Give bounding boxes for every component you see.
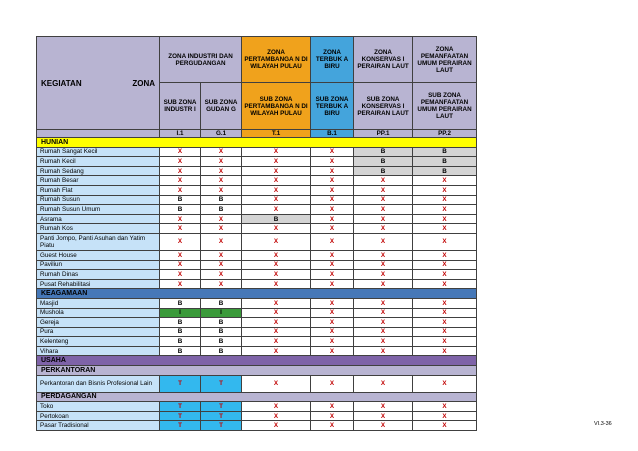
permission-cell: X <box>354 224 413 234</box>
permission-cell: B <box>201 327 242 337</box>
permission-cell: B <box>201 337 242 347</box>
permission-cell: X <box>354 270 413 280</box>
page-number: VI.3-36 <box>594 421 612 427</box>
permission-cell: B <box>160 205 201 215</box>
activity-name: Perkantoran dan Bisnis Profesional Lain <box>37 375 160 392</box>
permission-cell: X <box>413 270 477 280</box>
kegiatan-zona-header <box>37 37 160 130</box>
permission-cell: X <box>242 195 311 205</box>
subzone-header-terbuka-biru: SUB ZONA TERBUK A BIRU <box>311 83 354 130</box>
table-row <box>37 166 605 176</box>
permission-cell: B <box>242 214 311 224</box>
permission-cell: X <box>311 147 354 157</box>
activity-name: Pertokoan <box>37 411 160 421</box>
permission-cell: X <box>413 250 477 260</box>
activity-name: Mushola <box>37 308 160 318</box>
section-title: PERKANTORAN <box>37 366 477 376</box>
permission-cell: B <box>413 157 477 167</box>
permission-cell: X <box>160 176 201 186</box>
permission-cell: X <box>242 298 311 308</box>
permission-cell: X <box>354 327 413 337</box>
section-title: USAHA <box>37 356 477 366</box>
permission-cell: B <box>160 195 201 205</box>
permission-cell: X <box>242 270 311 280</box>
table-row <box>37 411 605 421</box>
permission-cell: X <box>201 233 242 250</box>
activity-name: Rumah Kecil <box>37 157 160 167</box>
activity-name: Rumah Sangat Kecil <box>37 147 160 157</box>
permission-cell: B <box>354 147 413 157</box>
activity-name: Rumah Susun Umum <box>37 205 160 215</box>
section-title: PERDAGANGAN <box>37 392 477 402</box>
permission-cell: X <box>413 411 477 421</box>
code-row-spacer <box>37 130 160 138</box>
permission-cell: I <box>201 308 242 318</box>
permission-cell: X <box>242 233 311 250</box>
permission-cell: X <box>311 375 354 392</box>
permission-cell: X <box>160 214 201 224</box>
table-row <box>37 402 605 412</box>
permission-cell: X <box>242 318 311 328</box>
permission-cell: T <box>160 421 201 431</box>
permission-cell: B <box>160 318 201 328</box>
permission-cell: X <box>201 147 242 157</box>
permission-cell: X <box>311 214 354 224</box>
subzone-header-pertambangan: SUB ZONA PERTAMBANGA N DI WILAYAH PULAU <box>242 83 311 130</box>
permission-cell: B <box>160 346 201 356</box>
permission-cell: X <box>201 176 242 186</box>
permission-cell: B <box>201 346 242 356</box>
activity-name: Paviliun <box>37 260 160 270</box>
section-row <box>37 392 605 402</box>
permission-cell: T <box>160 402 201 412</box>
table-row <box>37 214 605 224</box>
table-row <box>37 224 605 234</box>
permission-cell: X <box>311 318 354 328</box>
permission-cell: X <box>413 346 477 356</box>
table-row <box>37 346 605 356</box>
permission-cell: T <box>201 411 242 421</box>
permission-cell: X <box>201 260 242 270</box>
permission-cell: X <box>242 185 311 195</box>
table-row <box>37 270 605 280</box>
permission-cell: B <box>201 195 242 205</box>
permission-cell: X <box>242 308 311 318</box>
kegiatan-label: KEGIATAN <box>41 78 82 88</box>
permission-cell: X <box>242 411 311 421</box>
permission-cell: X <box>242 260 311 270</box>
permission-cell: X <box>160 157 201 167</box>
section-row <box>37 289 605 299</box>
table-row <box>37 147 605 157</box>
table-row <box>37 176 605 186</box>
zone-header-konservasi: ZONA KONSERVAS I PERAIRAN LAUT <box>354 37 413 83</box>
permission-cell: X <box>413 327 477 337</box>
permission-cell: X <box>201 214 242 224</box>
permission-cell: X <box>413 421 477 431</box>
permission-cell: X <box>311 327 354 337</box>
permission-cell: X <box>354 298 413 308</box>
permission-cell: X <box>160 233 201 250</box>
activity-name: Pasar Tradisional <box>37 421 160 431</box>
table-row <box>37 375 605 392</box>
permission-cell: X <box>311 411 354 421</box>
permission-cell: X <box>160 279 201 289</box>
permission-cell: X <box>413 318 477 328</box>
permission-cell: X <box>311 176 354 186</box>
permission-cell: T <box>160 375 201 392</box>
permission-cell: X <box>160 185 201 195</box>
permission-cell: B <box>201 205 242 215</box>
section-title: HUNIAN <box>37 138 477 148</box>
activity-name: Guest House <box>37 250 160 260</box>
permission-cell: X <box>413 224 477 234</box>
zone-header-pertambangan: ZONA PERTAMBANGA N DI WILAYAH PULAU <box>242 37 311 83</box>
permission-cell: X <box>354 233 413 250</box>
permission-cell: X <box>354 337 413 347</box>
table-row <box>37 327 605 337</box>
activity-name: Rumah Flat <box>37 185 160 195</box>
zona-label: ZONA <box>132 78 156 88</box>
permission-cell: X <box>242 250 311 260</box>
activity-name: Rumah Kos <box>37 224 160 234</box>
permission-cell: X <box>413 205 477 215</box>
permission-cell: X <box>242 337 311 347</box>
permission-cell: B <box>354 166 413 176</box>
permission-cell: X <box>311 205 354 215</box>
permission-cell: X <box>354 195 413 205</box>
activity-name: Asrama <box>37 214 160 224</box>
table-row <box>37 421 605 431</box>
zone-code: T.1 <box>242 130 311 138</box>
permission-cell: X <box>201 185 242 195</box>
permission-cell: X <box>354 421 413 431</box>
permission-cell: X <box>354 318 413 328</box>
permission-cell: X <box>311 337 354 347</box>
permission-cell: X <box>311 166 354 176</box>
permission-cell: X <box>242 327 311 337</box>
permission-cell: X <box>413 337 477 347</box>
permission-cell: X <box>311 421 354 431</box>
zone-code: PP.1 <box>354 130 413 138</box>
zone-code: G.1 <box>201 130 242 138</box>
activity-name: Rumah Susun <box>37 195 160 205</box>
permission-cell: B <box>413 166 477 176</box>
permission-cell: B <box>354 157 413 167</box>
activity-name: Vihara <box>37 346 160 356</box>
permission-cell: B <box>160 298 201 308</box>
table-row <box>37 337 605 347</box>
permission-cell: X <box>413 185 477 195</box>
permission-cell: X <box>354 214 413 224</box>
permission-cell: X <box>354 402 413 412</box>
zone-header-pemanfaatan: ZONA PEMANFAATAN UMUM PERAIRAN LAUT <box>413 37 477 83</box>
zone-header-industri: ZONA INDUSTRI DAN PERGUDANGAN <box>160 37 242 83</box>
permission-cell: X <box>242 205 311 215</box>
permission-cell: B <box>201 298 242 308</box>
permission-cell: X <box>311 185 354 195</box>
section-row <box>37 356 605 366</box>
table-row <box>37 205 605 215</box>
subzone-header-industri: SUB ZONA INDUSTR I <box>160 83 201 130</box>
permission-cell: X <box>242 346 311 356</box>
table-row <box>37 157 605 167</box>
permission-cell: X <box>311 308 354 318</box>
permission-cell: B <box>160 327 201 337</box>
permission-cell: X <box>354 176 413 186</box>
permission-cell: X <box>413 195 477 205</box>
table-row <box>37 233 605 250</box>
permission-cell: X <box>413 402 477 412</box>
permission-cell: X <box>354 375 413 392</box>
permission-cell: X <box>160 224 201 234</box>
permission-cell: X <box>160 166 201 176</box>
activity-name: Toko <box>37 402 160 412</box>
table-row <box>37 308 605 318</box>
permission-cell: B <box>160 337 201 347</box>
permission-cell: X <box>201 279 242 289</box>
permission-cell: X <box>311 224 354 234</box>
subzone-header-konservasi: SUB ZONA KONSERVAS I PERAIRAN LAUT <box>354 83 413 130</box>
permission-cell: X <box>311 298 354 308</box>
permission-cell: T <box>201 421 242 431</box>
permission-cell: X <box>354 185 413 195</box>
activity-name: Panti Jompo, Panti Asuhan dan Yatim Piatu <box>37 233 160 250</box>
permission-cell: X <box>413 176 477 186</box>
permission-cell: X <box>242 279 311 289</box>
permission-cell: X <box>242 176 311 186</box>
activity-name: Gereja <box>37 318 160 328</box>
table-row <box>37 195 605 205</box>
permission-cell: T <box>201 402 242 412</box>
permission-cell: B <box>413 147 477 157</box>
permission-cell: X <box>242 147 311 157</box>
activity-name: Rumah Sedang <box>37 166 160 176</box>
section-row <box>37 366 605 376</box>
permission-cell: X <box>242 157 311 167</box>
permission-cell: X <box>242 402 311 412</box>
permission-cell: X <box>311 157 354 167</box>
zone-code: B.1 <box>311 130 354 138</box>
permission-cell: X <box>242 421 311 431</box>
section-row <box>37 138 605 148</box>
permission-cell: X <box>201 166 242 176</box>
permission-cell: X <box>354 250 413 260</box>
permission-cell: X <box>413 214 477 224</box>
permission-cell: X <box>201 250 242 260</box>
permission-cell: X <box>160 250 201 260</box>
table-row <box>37 279 605 289</box>
permission-cell: X <box>413 233 477 250</box>
permission-cell: T <box>201 375 242 392</box>
permission-cell: X <box>311 195 354 205</box>
table-row <box>37 318 605 328</box>
permission-cell: X <box>242 375 311 392</box>
permission-cell: X <box>354 308 413 318</box>
table-row <box>37 298 605 308</box>
permission-cell: X <box>311 279 354 289</box>
permission-cell: X <box>160 147 201 157</box>
activity-name: Rumah Besar <box>37 176 160 186</box>
permission-cell: X <box>160 260 201 270</box>
permission-cell: X <box>413 375 477 392</box>
subzone-header-gudang: SUB ZONA GUDAN G <box>201 83 242 130</box>
activity-name: Masjid <box>37 298 160 308</box>
activity-name: Pura <box>37 327 160 337</box>
permission-cell: X <box>201 270 242 280</box>
zone-code: I.1 <box>160 130 201 138</box>
table-row <box>37 260 605 270</box>
permission-cell: X <box>413 260 477 270</box>
table-row <box>37 185 605 195</box>
permission-cell: X <box>413 279 477 289</box>
permission-cell: X <box>311 233 354 250</box>
permission-cell: X <box>160 270 201 280</box>
zone-code: PP.2 <box>413 130 477 138</box>
activity-name: Rumah Dinas <box>37 270 160 280</box>
permission-cell: X <box>311 250 354 260</box>
permission-cell: X <box>242 166 311 176</box>
permission-cell: X <box>311 260 354 270</box>
table-row <box>37 250 605 260</box>
permission-cell: X <box>354 260 413 270</box>
permission-cell: X <box>311 346 354 356</box>
permission-cell: X <box>311 402 354 412</box>
permission-cell: X <box>413 298 477 308</box>
activity-name: Pusat Rehabilitasi <box>37 279 160 289</box>
permission-cell: X <box>354 205 413 215</box>
permission-cell: X <box>201 224 242 234</box>
permission-cell: X <box>354 346 413 356</box>
permission-cell: X <box>201 157 242 167</box>
zoning-regulation-table <box>36 36 605 431</box>
permission-cell: T <box>160 411 201 421</box>
permission-cell: X <box>311 270 354 280</box>
permission-cell: X <box>354 279 413 289</box>
permission-cell: B <box>201 318 242 328</box>
permission-cell: X <box>242 224 311 234</box>
section-title: KEAGAMAAN <box>37 289 477 299</box>
subzone-header-pemanfaatan: SUB ZONA PEMANFAATAN UMUM PERAIRAN LAUT <box>413 83 477 130</box>
zone-header-terbuka-biru: ZONA TERBUK A BIRU <box>311 37 354 83</box>
permission-cell: X <box>354 411 413 421</box>
permission-cell: X <box>413 308 477 318</box>
permission-cell: I <box>160 308 201 318</box>
activity-name: Kelenteng <box>37 337 160 347</box>
